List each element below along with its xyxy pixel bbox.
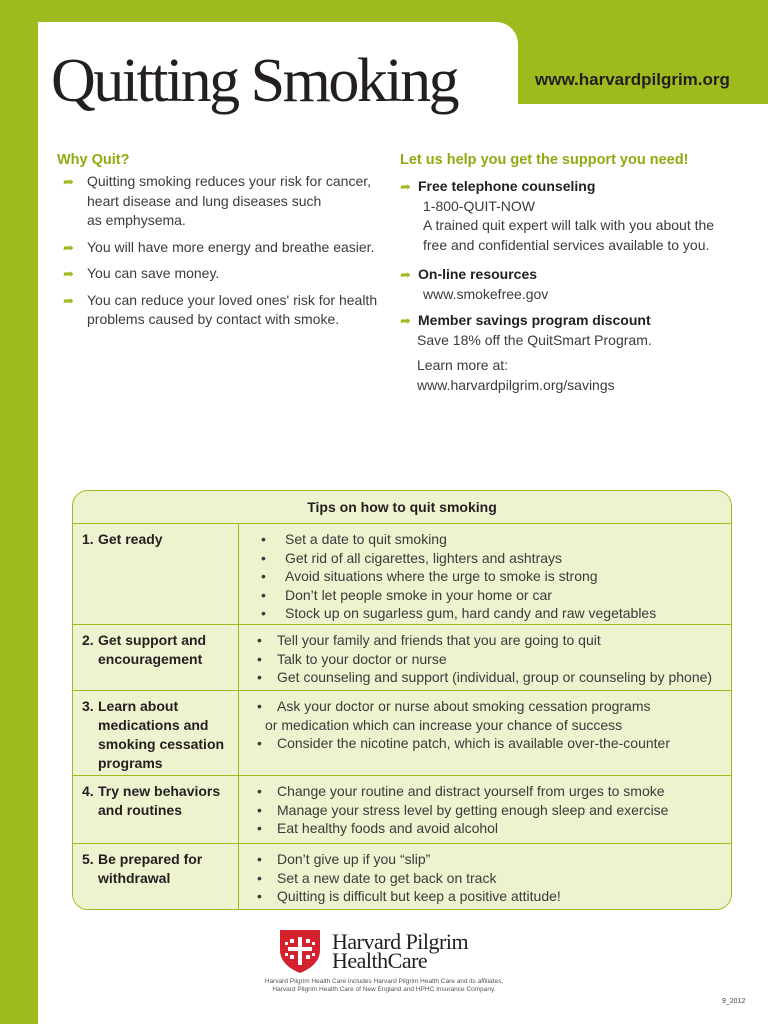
savings-detail: Save 18% off the QuitSmart Program. bbox=[417, 331, 652, 348]
list-item: • Talk to your doctor or nurse bbox=[257, 650, 447, 667]
online-resources-title: ➦ On-line resources bbox=[400, 265, 750, 285]
header-url-link[interactable]: www.harvardpilgrim.org bbox=[535, 70, 730, 89]
arrow-bullet-icon: ➦ bbox=[63, 266, 74, 281]
tip-row-title: 3. Learn about medications and smoking cessation programs bbox=[73, 691, 239, 775]
tip-row-title: 5. Be prepared for withdrawal bbox=[73, 844, 239, 910]
arrow-bullet-icon: ➦ bbox=[400, 267, 411, 282]
list-item: • Change your routine and distract yourself from urges to smoke bbox=[257, 783, 665, 799]
tip-row-title: 4. Try new behaviors and routines bbox=[73, 776, 239, 843]
smokefree-link[interactable]: www.smokefree.gov bbox=[423, 285, 549, 302]
arrow-bullet-icon: ➦ bbox=[400, 179, 411, 194]
page-title: Quitting Smoking bbox=[51, 47, 458, 115]
why-quit-item: ➦ You will have more energy and breathe easier. bbox=[63, 238, 393, 258]
list-item: • Avoid situations where the urge to smoke is strong bbox=[261, 568, 598, 584]
list-item: • Ask your doctor or nurse about smoking cessation programs bbox=[257, 698, 651, 714]
phone-counseling-block bbox=[400, 177, 750, 255]
arrow-bullet-icon: ➦ bbox=[400, 313, 411, 328]
list-item: • Consider the nicotine patch, which is available over-the-counter bbox=[257, 735, 670, 751]
logo-text-line: HealthCare bbox=[332, 948, 428, 973]
why-quit-item: ➦ Quitting smoking reduces your risk for cancer, heart disease and lung diseases such as emphysema. bbox=[63, 173, 372, 228]
table-row bbox=[73, 524, 731, 625]
list-item: • Don’t give up if you “slip” bbox=[257, 851, 431, 867]
table-row bbox=[73, 691, 731, 776]
logo-text-line: Harvard Pilgrim bbox=[332, 929, 469, 954]
table-row bbox=[73, 625, 731, 691]
harvard-pilgrim-logo bbox=[277, 928, 468, 974]
learn-more-label: Learn more at: bbox=[417, 357, 509, 373]
phone-number: 1-800-QUIT-NOW bbox=[423, 197, 536, 214]
left-brand-bar bbox=[0, 0, 38, 1024]
tip-row-items bbox=[239, 625, 731, 690]
document-code: 9_2012 bbox=[722, 998, 746, 1005]
list-item: or medication which can increase your chance of success bbox=[265, 716, 623, 733]
tips-table bbox=[72, 490, 732, 910]
support-heading: Let us help you get the support you need! bbox=[400, 152, 689, 168]
why-quit-heading: Why Quit? bbox=[57, 152, 130, 168]
legal-footnote: Harvard Pilgrim Health Care includes Harvard Pilgrim Health Care and its affiliates, Harvard Pilgrim Health Care of New England and HPHC Insurance Company. bbox=[264, 978, 504, 993]
tip-row-title: 1. Get ready bbox=[73, 524, 239, 624]
tip-row-items bbox=[239, 524, 731, 624]
why-quit-list bbox=[63, 172, 393, 337]
tip-row-items bbox=[239, 776, 731, 843]
why-quit-item: ➦ You can save money. bbox=[63, 264, 393, 284]
list-item: • Manage your stress level by getting enough sleep and exercise bbox=[257, 801, 669, 818]
why-quit-item: ➦ You can reduce your loved ones' risk for health problems caused by contact with smoke. bbox=[63, 291, 378, 327]
list-item: • Tell your family and friends that you are going to quit bbox=[257, 632, 601, 648]
table-row bbox=[73, 776, 731, 844]
arrow-bullet-icon: ➦ bbox=[63, 239, 74, 255]
tip-row-items bbox=[239, 844, 731, 910]
online-resources-block bbox=[400, 265, 750, 304]
phone-description-line: A trained quit expert will talk with you about the bbox=[423, 217, 715, 233]
list-item: • Stock up on sugarless gum, hard candy and raw vegetables bbox=[261, 605, 657, 621]
phone-counseling-title: ➦ Free telephone counseling bbox=[400, 177, 750, 197]
arrow-bullet-icon: ➦ bbox=[63, 292, 74, 308]
list-item: • Quitting is difficult but keep a positive attitude! bbox=[257, 888, 561, 904]
list-item: • Don’t let people smoke in your home or car bbox=[261, 586, 552, 603]
savings-link[interactable]: www.harvardpilgrim.org/savings bbox=[417, 376, 615, 393]
savings-block bbox=[400, 311, 750, 395]
list-item: • Set a date to quit smoking bbox=[261, 531, 447, 547]
tips-table-title: Tips on how to quit smoking bbox=[73, 491, 731, 524]
savings-title: ➦ Member savings program discount bbox=[400, 311, 750, 331]
table-row bbox=[73, 844, 731, 910]
tip-row-items bbox=[239, 691, 731, 775]
tip-row-title: 2. Get support and encouragement bbox=[73, 625, 239, 690]
arrow-bullet-icon: ➦ bbox=[63, 174, 74, 189]
harvard-pilgrim-shield-icon bbox=[277, 928, 323, 974]
list-item: • Get counseling and support (individual, group or counseling by phone) bbox=[257, 669, 713, 685]
phone-description-line: free and confidential services available to you. bbox=[423, 236, 710, 253]
list-item: • Eat healthy foods and avoid alcohol bbox=[257, 820, 499, 836]
list-item: • Get rid of all cigarettes, lighters and ashtrays bbox=[261, 549, 563, 566]
list-item: • Set a new date to get back on track bbox=[257, 869, 497, 886]
